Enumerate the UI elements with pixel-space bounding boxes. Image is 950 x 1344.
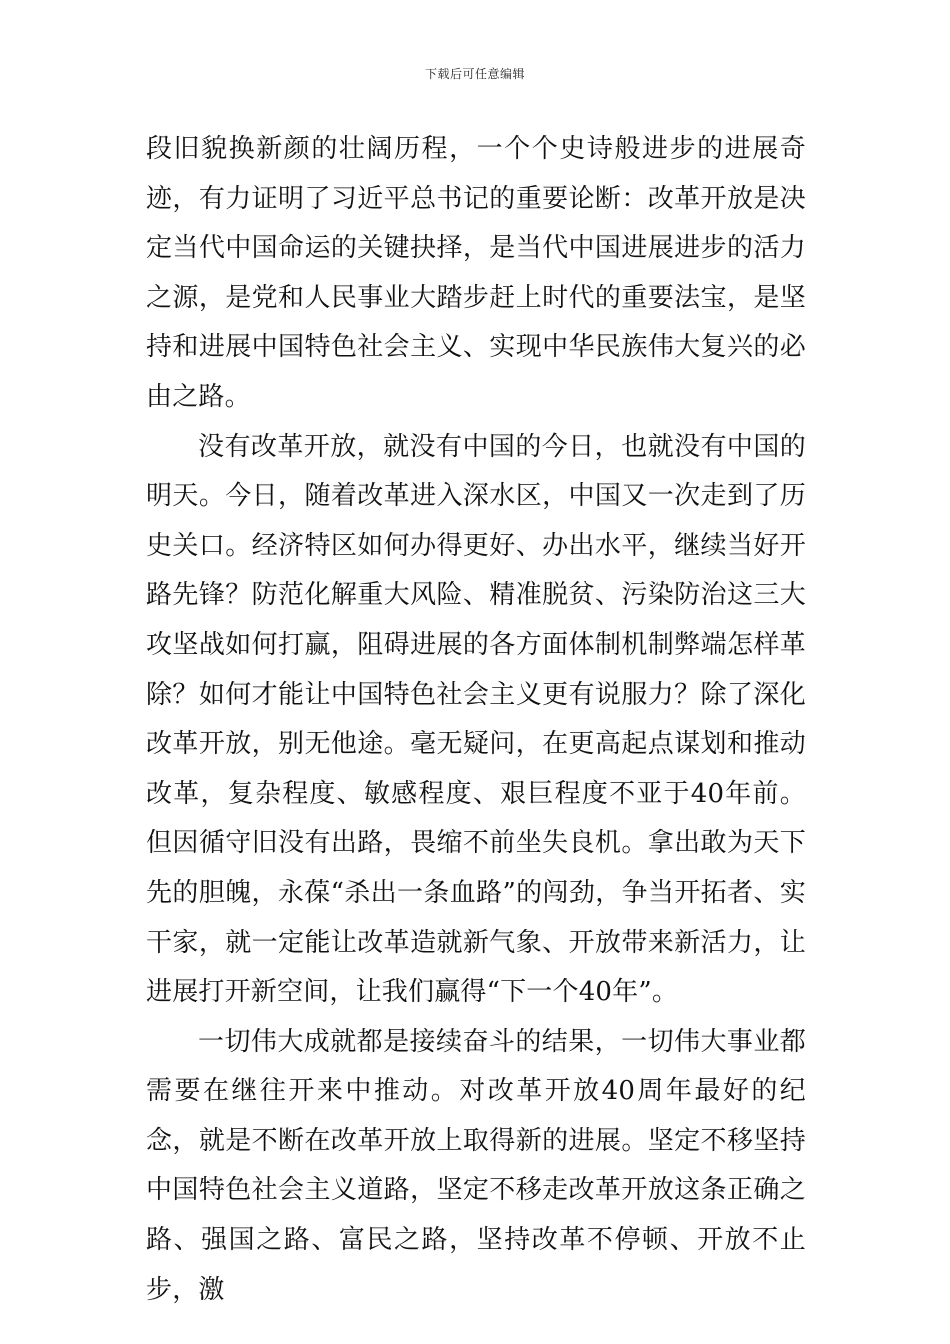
paragraph-continued: 段旧貌换新颜的壮阔历程，一个个史诗般进步的进展奇迹，有力证明了习近平总书记的重要论断：改革开放是决定当代中国命运的关键抉择，是当代中国进展进步的活力之源，是党和人民事业大踏步赶上时代的重要法宝，是坚持和进展中国特色社会主义、实现中华民族伟大复兴的必由之路。	[146, 134, 806, 412]
document-body	[146, 125, 806, 1315]
page-header: 下载后可任意编辑	[424, 67, 525, 81]
paragraph: 一切伟大成就都是接续奋斗的结果，一切伟大事业都需要在继往开来中推动。对改革开放40周年最好的纪念，就是不断在改革开放上取得新的进展。坚定不移坚持中国特色社会主义道路，坚定不移走改革开放这条正确之路、强国之路、富民之路，坚持改革不停顿、开放不止步，激	[146, 1026, 806, 1305]
paragraph: 没有改革开放，就没有中国的今日，也就没有中国的明天。今日，随着改革进入深水区，中国又一次走到了历史关口。经济特区如何办得更好、办出水平，继续当好开路先锋？防范化解重大风险、精准脱贫、污染防治这三大攻坚战如何打赢，阻碍进展的各方面体制机制弊端怎样革除？如何才能让中国特色社会主义更有说服力？除了深化改革开放，别无他途。毫无疑问，在更高起点谋划和推动改革，复杂程度、敏感程度、艰巨程度不亚于40年前。但因循守旧没有出路，畏缩不前坐失良机。拿出敢为天下先的胆魄，永葆“杀出一条血路”的闯劲，争当开拓者、实干家，就一定能让改革造就新气象、开放带来新活力，让进展打开新空间，让我们赢得“下一个40年”。	[146, 431, 806, 1008]
